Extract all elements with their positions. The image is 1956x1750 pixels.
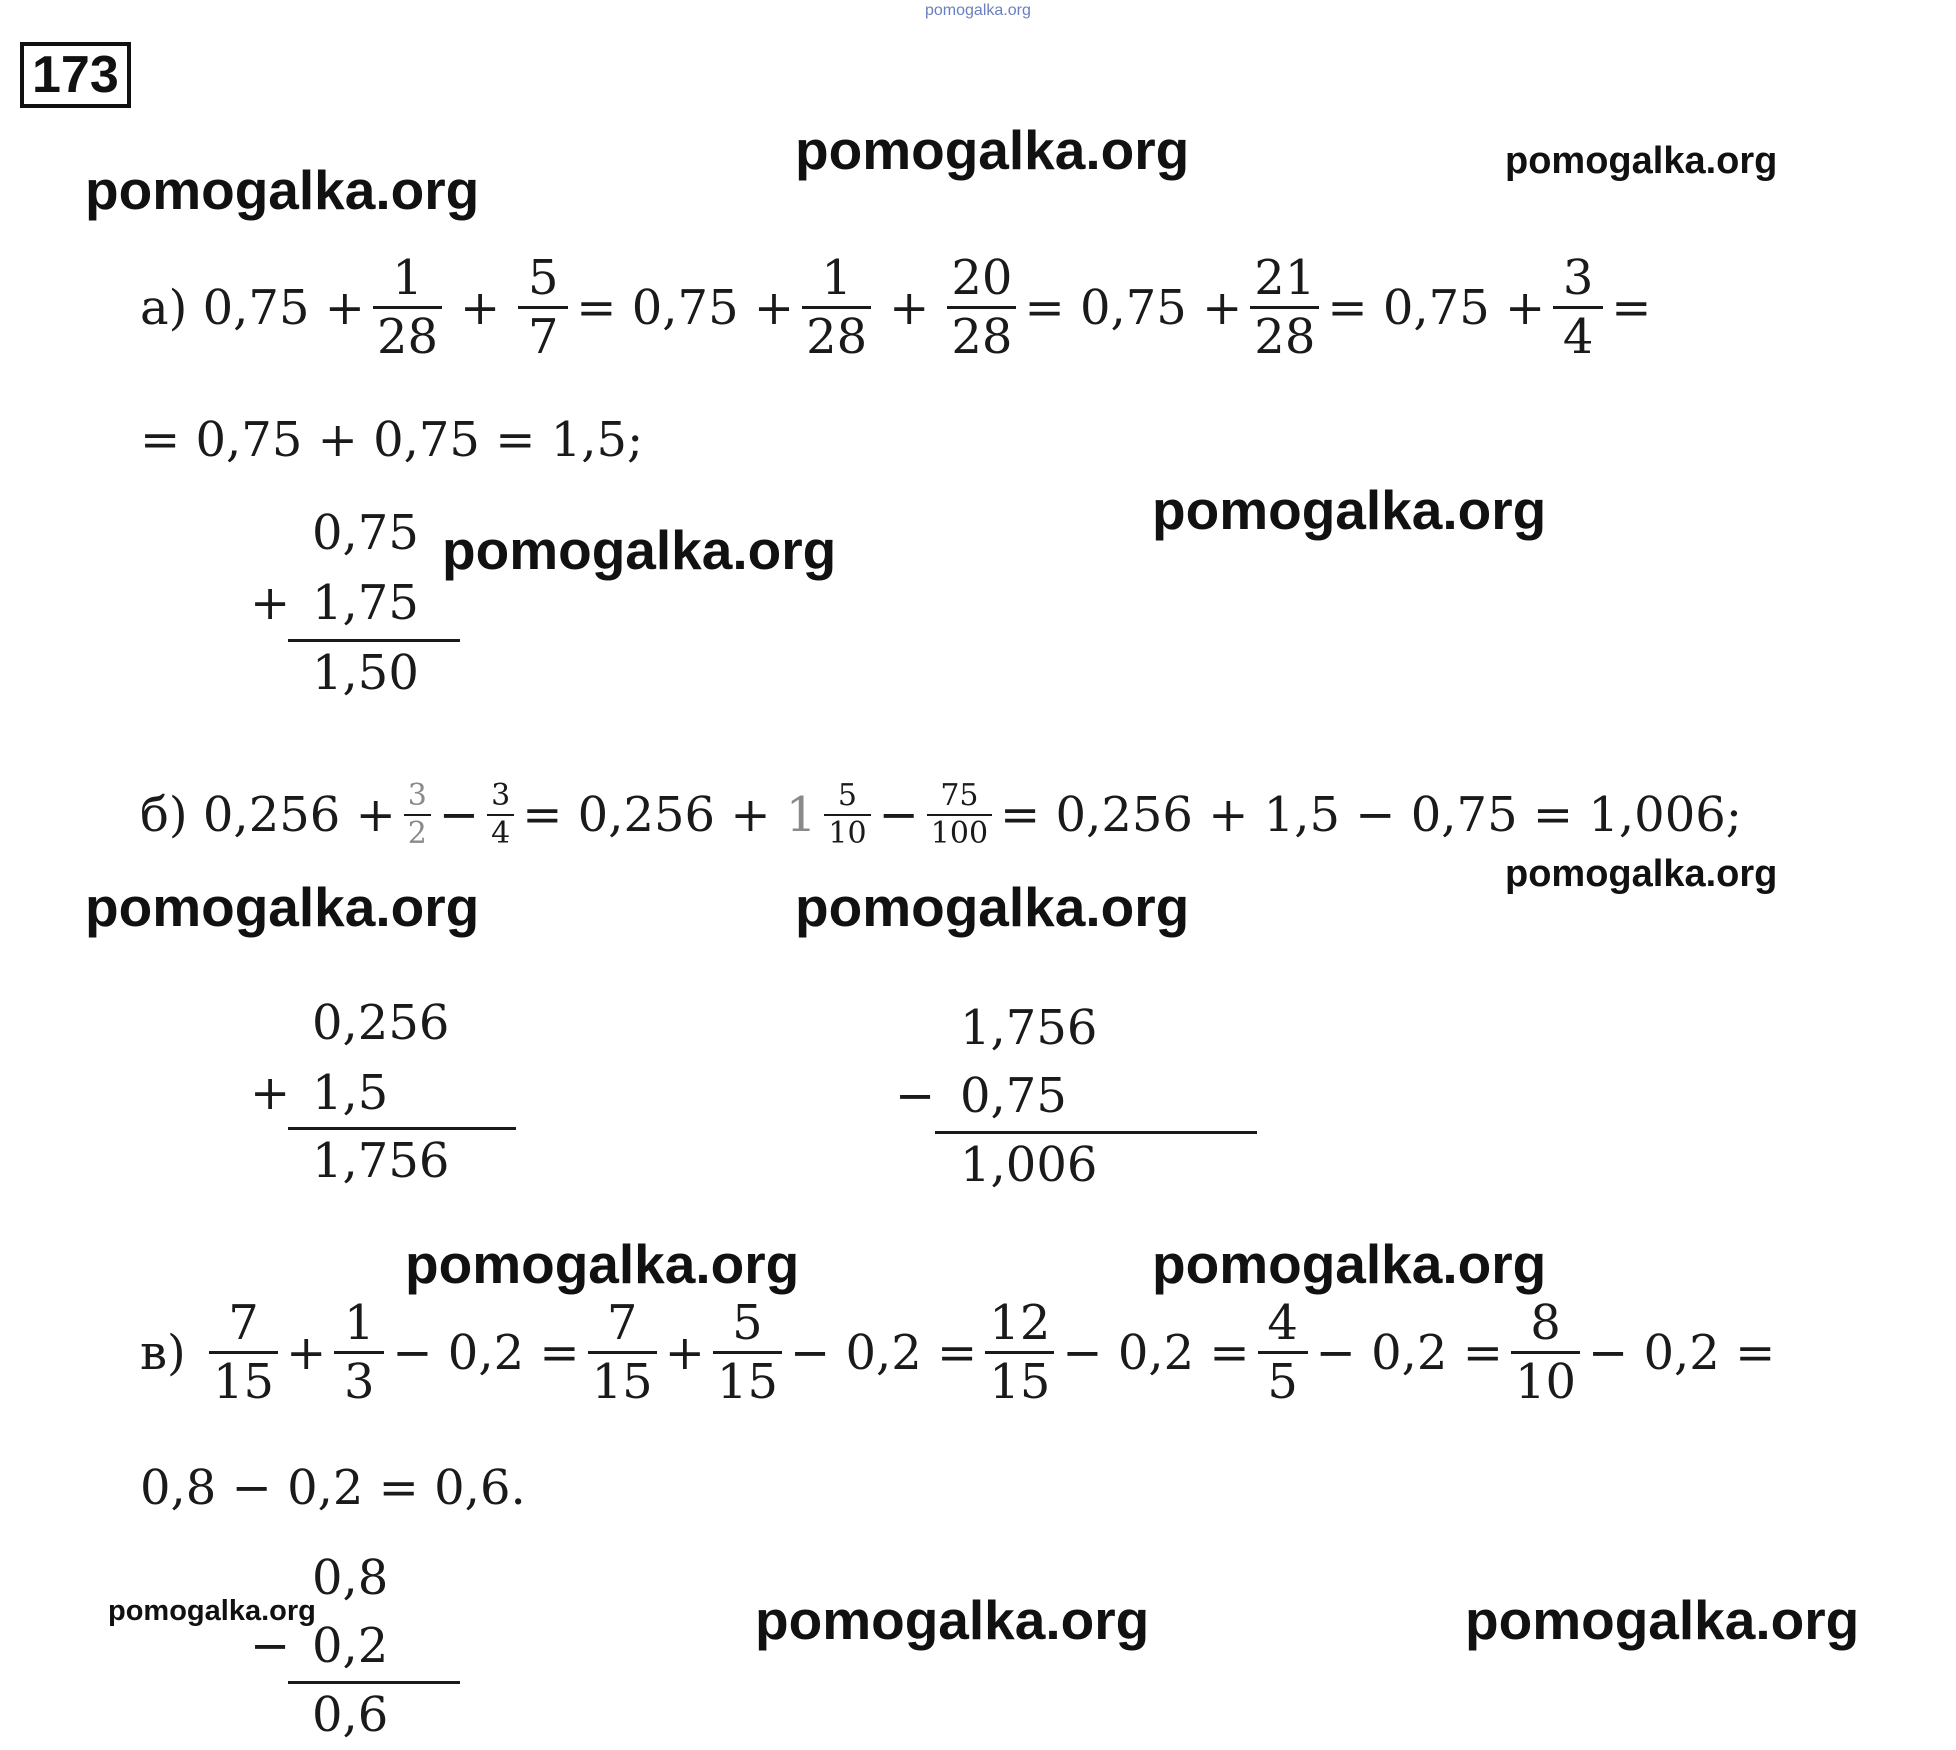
fraction: $\frac{1}{3}$ (334, 1295, 384, 1410)
watermark: pomogalka.org (1505, 140, 1778, 182)
fraction: $\frac{3}{4}$ (1553, 250, 1603, 365)
column-result: 0,6 (312, 1687, 389, 1743)
term: = 0,75 + (1327, 279, 1546, 336)
watermark: pomogalka.org (85, 159, 480, 221)
operator: + (460, 279, 501, 336)
term: 0,75 + (202, 279, 365, 336)
fraction: $\frac{3}{4}$ (487, 778, 514, 852)
fraction: $\frac{5}{10}$ (824, 778, 870, 852)
part-b-label: б) (140, 787, 188, 843)
part-b-equation (140, 778, 1742, 852)
part-c-line2: 0,8 − 0,2 = 0,6. (140, 1460, 526, 1516)
fraction: $\frac{3}{2}$ (404, 778, 431, 852)
watermark: pomogalka.org (1152, 1233, 1547, 1295)
fraction: $\frac{12}{15}$ (985, 1295, 1054, 1410)
term: = 0,256 + (522, 787, 771, 843)
term: − 0,2 = (1588, 1324, 1776, 1381)
watermark: pomogalka.org (1505, 853, 1778, 895)
watermark: pomogalka.org (1152, 479, 1547, 541)
fraction: $\frac{21}{28}$ (1250, 250, 1319, 365)
term: = 0,75 + (1024, 279, 1243, 336)
fraction: $\frac{7}{15}$ (209, 1295, 278, 1410)
watermark: pomogalka.org (795, 876, 1190, 938)
mixed-number (786, 778, 879, 852)
term: − 0,2 = (1062, 1324, 1250, 1381)
fraction: $\frac{5}{7}$ (518, 250, 568, 365)
fraction: $\frac{1}{28}$ (802, 250, 871, 365)
column-result: 1,50 (312, 645, 419, 701)
part-a-column (250, 505, 470, 705)
watermark: pomogalka.org (108, 1595, 316, 1627)
column-sign: − (250, 1618, 291, 1674)
watermark: pomogalka.org (795, 119, 1190, 181)
column-sign: − (895, 1068, 936, 1124)
part-c-equation (140, 1295, 1775, 1410)
task-number: 173 (20, 42, 131, 108)
watermark: pomogalka.org (1465, 1589, 1860, 1651)
term: − 0,2 = (789, 1324, 978, 1381)
part-a-label: а) (140, 279, 188, 336)
operator: + (286, 1324, 327, 1381)
operator: − (438, 787, 480, 843)
part-c-column (250, 1550, 470, 1750)
column-line (288, 639, 460, 642)
column-bottom: 1,75 (312, 575, 419, 631)
fraction: $\frac{1}{28}$ (373, 250, 442, 365)
fraction: $\frac{75}{100}$ (927, 778, 992, 852)
operator: + (889, 279, 930, 336)
column-sign: + (250, 1065, 291, 1121)
column-top: 0,75 (312, 505, 419, 561)
column-bottom: 0,75 (960, 1068, 1067, 1124)
fraction: $\frac{4}{5}$ (1258, 1295, 1308, 1410)
column-result: 1,006 (960, 1137, 1098, 1193)
term: = (1611, 279, 1652, 336)
column-line (288, 1681, 460, 1684)
part-c-label: в) (140, 1324, 186, 1381)
watermark: pomogalka.org (405, 1233, 800, 1295)
column-bottom: 0,2 (312, 1618, 389, 1674)
fraction: $\frac{8}{10}$ (1511, 1295, 1580, 1410)
column-result: 1,756 (312, 1133, 450, 1189)
part-a-line2: = 0,75 + 0,75 = 1,5; (140, 412, 644, 468)
column-line (935, 1131, 1257, 1134)
watermark: pomogalka.org (442, 519, 837, 581)
term: = 0,256 + 1,5 − 0,75 = 1,006; (1000, 787, 1742, 843)
watermark: pomogalka.org (85, 876, 480, 938)
fraction: $\frac{7}{15}$ (588, 1295, 657, 1410)
part-b-column-add (250, 995, 530, 1195)
column-line (288, 1127, 516, 1130)
fraction: $\frac{20}{28}$ (947, 250, 1016, 365)
column-top: 0,8 (312, 1550, 389, 1606)
term: = 0,75 + (576, 279, 795, 336)
term: − 0,2 = (1315, 1324, 1503, 1381)
fraction: $\frac{5}{15}$ (713, 1295, 782, 1410)
column-sign: + (250, 575, 291, 631)
mixed-whole: 1 (785, 787, 817, 843)
column-bottom: 1,5 (312, 1065, 389, 1121)
term: − 0,2 = (392, 1324, 580, 1381)
part-b-column-sub (895, 1000, 1275, 1200)
column-top: 1,756 (960, 1000, 1098, 1056)
part-a-equation (140, 250, 1651, 365)
column-top: 0,256 (312, 995, 450, 1051)
watermark-top: pomogalka.org (925, 2, 1031, 19)
operator: + (664, 1324, 705, 1381)
term: 0,256 + (202, 787, 396, 843)
watermark: pomogalka.org (755, 1589, 1150, 1651)
operator: − (878, 787, 919, 843)
